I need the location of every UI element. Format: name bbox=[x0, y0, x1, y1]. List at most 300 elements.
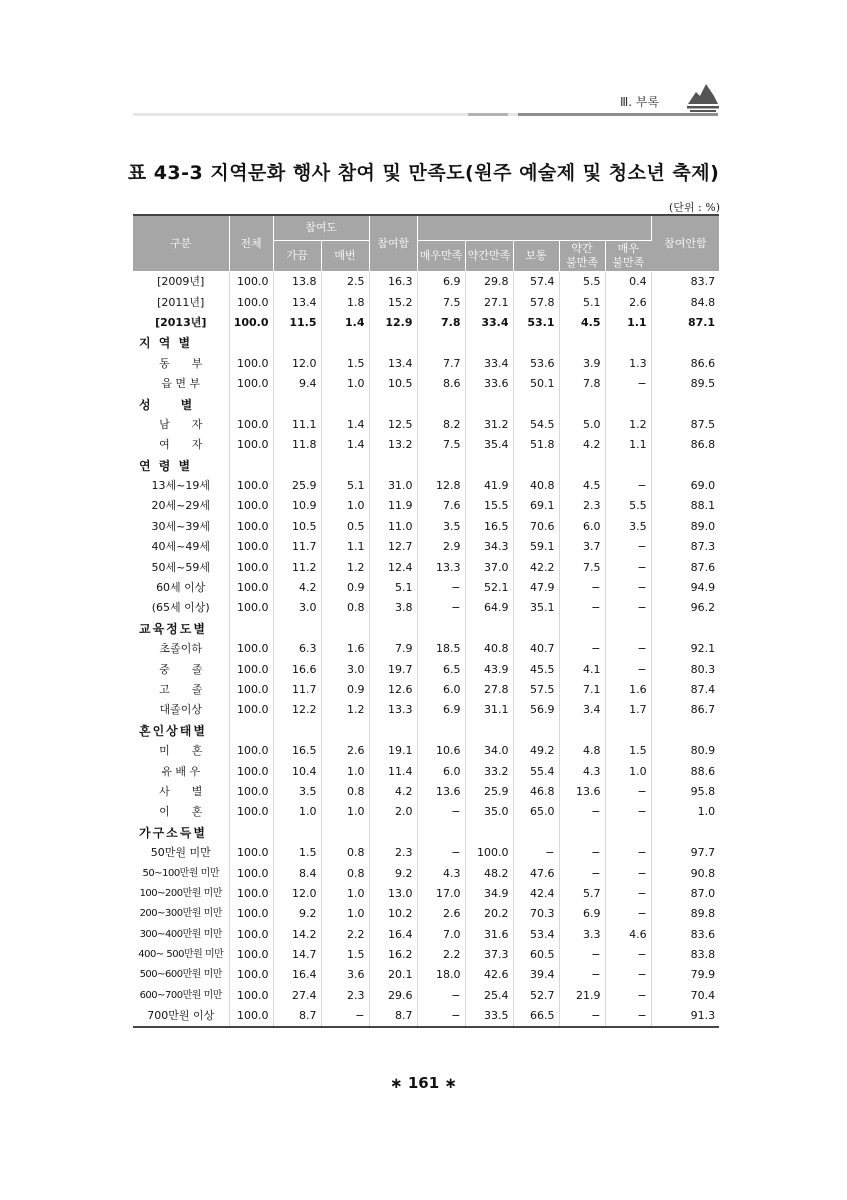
table-cell: 27.4 bbox=[273, 986, 321, 1006]
table-cell: 4.5 bbox=[559, 313, 605, 333]
table-cell: − bbox=[605, 537, 651, 557]
table-cell: 0.5 bbox=[321, 517, 369, 537]
table-cell: 65.0 bbox=[513, 802, 559, 822]
table-cell: 100.0 bbox=[229, 598, 273, 618]
table-cell: 5.1 bbox=[321, 476, 369, 496]
table-cell: 6.3 bbox=[273, 639, 321, 659]
table-cell bbox=[513, 721, 559, 741]
table-cell: 11.0 bbox=[369, 517, 417, 537]
table-cell: 47.6 bbox=[513, 863, 559, 883]
table-cell: 7.6 bbox=[417, 496, 465, 516]
row-label: 30세~39세 bbox=[151, 519, 210, 533]
table-cell bbox=[559, 394, 605, 414]
table-row bbox=[133, 741, 719, 761]
table-cell: 7.5 bbox=[417, 292, 465, 312]
table-cell: 94.9 bbox=[651, 578, 719, 598]
table-cell: 1.0 bbox=[273, 802, 321, 822]
table-cell: − bbox=[605, 578, 651, 598]
row-label: [2013년] bbox=[155, 315, 207, 329]
table-title: 표 43-3 지역문화 행사 참여 및 만족도(원주 예술제 및 청소년 축제) bbox=[127, 162, 720, 184]
table-cell bbox=[605, 394, 651, 414]
table-cell: − bbox=[605, 843, 651, 863]
table-cell: 100.0 bbox=[229, 659, 273, 679]
row-label: 60세 이상 bbox=[156, 581, 206, 595]
table-cell bbox=[465, 456, 513, 476]
table-cell: 87.3 bbox=[651, 537, 719, 557]
table-cell: 100.0 bbox=[229, 517, 273, 537]
table-cell: 47.9 bbox=[513, 578, 559, 598]
table-cell bbox=[465, 721, 513, 741]
table-cell: 100.0 bbox=[229, 496, 273, 516]
table-cell: 0.4 bbox=[605, 272, 651, 293]
table-cell: 11.7 bbox=[273, 537, 321, 557]
table-cell: − bbox=[559, 578, 605, 598]
table-cell: 89.5 bbox=[651, 374, 719, 394]
row-label: 동 부 bbox=[159, 356, 203, 370]
table-cell bbox=[605, 619, 651, 639]
table-cell bbox=[513, 823, 559, 843]
table-cell bbox=[229, 721, 273, 741]
table-cell: 15.2 bbox=[369, 292, 417, 312]
table-cell bbox=[417, 619, 465, 639]
table-cell: 20.1 bbox=[369, 965, 417, 985]
table-cell bbox=[513, 333, 559, 353]
table-cell: 8.7 bbox=[273, 1006, 321, 1027]
table-cell bbox=[417, 394, 465, 414]
table-row bbox=[133, 598, 719, 618]
table-cell: − bbox=[605, 904, 651, 924]
table-cell bbox=[369, 456, 417, 476]
header-somewhat-dissatisfied: 약간 불만족 bbox=[559, 241, 605, 272]
table-cell: 7.9 bbox=[369, 639, 417, 659]
table-cell: 100.0 bbox=[229, 272, 273, 293]
table-cell: 8.4 bbox=[273, 863, 321, 883]
table-cell: 2.6 bbox=[417, 904, 465, 924]
table-cell: 1.7 bbox=[605, 700, 651, 720]
table-cell: 19.7 bbox=[369, 659, 417, 679]
table-cell: 100.0 bbox=[229, 680, 273, 700]
table-cell bbox=[273, 823, 321, 843]
table-cell bbox=[229, 394, 273, 414]
table-cell: − bbox=[605, 782, 651, 802]
table-cell: 13.2 bbox=[369, 435, 417, 455]
table-cell: 16.4 bbox=[273, 965, 321, 985]
table-cell: 31.1 bbox=[465, 700, 513, 720]
row-label: 대졸이상 bbox=[159, 703, 202, 717]
table-cell: 10.5 bbox=[273, 517, 321, 537]
table-cell: 15.5 bbox=[465, 496, 513, 516]
table-cell: 79.9 bbox=[651, 965, 719, 985]
table-cell: 60.5 bbox=[513, 945, 559, 965]
table-cell: 89.0 bbox=[651, 517, 719, 537]
table-cell: 91.3 bbox=[651, 1006, 719, 1027]
table-cell: 100.0 bbox=[229, 313, 273, 333]
table-cell: 69.1 bbox=[513, 496, 559, 516]
table-cell: 33.6 bbox=[465, 374, 513, 394]
row-label: 50세~59세 bbox=[151, 560, 210, 574]
table-cell: 2.0 bbox=[369, 802, 417, 822]
table-cell: 7.5 bbox=[559, 557, 605, 577]
table-cell: 53.6 bbox=[513, 354, 559, 374]
table-cell: 100.0 bbox=[229, 435, 273, 455]
table-cell: 4.8 bbox=[559, 741, 605, 761]
table-cell: − bbox=[605, 986, 651, 1006]
table-row bbox=[133, 313, 719, 333]
table-cell: 83.7 bbox=[651, 272, 719, 293]
row-label: 초졸이하 bbox=[159, 642, 202, 656]
table-cell: − bbox=[417, 986, 465, 1006]
table-cell: 13.8 bbox=[273, 272, 321, 293]
table-cell: 1.0 bbox=[321, 761, 369, 781]
table-cell bbox=[417, 456, 465, 476]
unit-label: (단위 : %) bbox=[669, 201, 720, 214]
table-cell bbox=[417, 721, 465, 741]
header-total: 전체 bbox=[229, 215, 273, 272]
group-header-row bbox=[133, 456, 719, 476]
table-row bbox=[133, 476, 719, 496]
table-cell: 7.8 bbox=[417, 313, 465, 333]
table-cell: 100.0 bbox=[229, 415, 273, 435]
table-cell bbox=[651, 823, 719, 843]
table-cell: 100.0 bbox=[229, 354, 273, 374]
table-cell: 39.4 bbox=[513, 965, 559, 985]
table-cell: 41.9 bbox=[465, 476, 513, 496]
table-row bbox=[133, 965, 719, 985]
table-cell: − bbox=[605, 476, 651, 496]
table-cell: 1.2 bbox=[321, 557, 369, 577]
table-cell: 1.4 bbox=[321, 415, 369, 435]
table-cell: 5.7 bbox=[559, 884, 605, 904]
table-cell: 56.9 bbox=[513, 700, 559, 720]
table-cell: − bbox=[559, 965, 605, 985]
table-cell: 0.8 bbox=[321, 598, 369, 618]
table-cell: 20.2 bbox=[465, 904, 513, 924]
table-row bbox=[133, 517, 719, 537]
row-label: 40세~49세 bbox=[151, 540, 210, 554]
table-cell: 5.1 bbox=[559, 292, 605, 312]
table-cell: 1.0 bbox=[321, 904, 369, 924]
table-cell: 43.9 bbox=[465, 659, 513, 679]
table-cell: − bbox=[605, 884, 651, 904]
table-cell: 2.6 bbox=[321, 741, 369, 761]
table-cell: 37.0 bbox=[465, 557, 513, 577]
table-row bbox=[133, 415, 719, 435]
row-label: 50만원 미만 bbox=[150, 846, 211, 860]
table-cell: 100.0 bbox=[229, 761, 273, 781]
header-category: 구분 bbox=[133, 215, 229, 272]
table-cell bbox=[229, 333, 273, 353]
table-cell: 9.2 bbox=[369, 863, 417, 883]
table-cell: 11.7 bbox=[273, 680, 321, 700]
row-label: 미 혼 bbox=[159, 744, 203, 758]
table-cell: 6.5 bbox=[417, 659, 465, 679]
table-body bbox=[133, 272, 719, 1028]
table-cell bbox=[369, 394, 417, 414]
table-cell: 25.9 bbox=[273, 476, 321, 496]
row-label: (65세 이상) bbox=[151, 601, 210, 615]
header-somewhat-satisfied: 약간만족 bbox=[465, 241, 513, 272]
table-cell: 19.1 bbox=[369, 741, 417, 761]
table-cell: 12.6 bbox=[369, 680, 417, 700]
table-cell: 34.9 bbox=[465, 884, 513, 904]
table-cell bbox=[369, 619, 417, 639]
table-cell: 31.0 bbox=[369, 476, 417, 496]
table-cell: 80.3 bbox=[651, 659, 719, 679]
table-cell: 25.4 bbox=[465, 986, 513, 1006]
table-cell: − bbox=[605, 598, 651, 618]
table-cell: 80.9 bbox=[651, 741, 719, 761]
table-cell: 6.9 bbox=[559, 904, 605, 924]
table-cell: 12.2 bbox=[273, 700, 321, 720]
table-cell: − bbox=[605, 863, 651, 883]
table-cell: 1.6 bbox=[605, 680, 651, 700]
table-cell: 83.6 bbox=[651, 925, 719, 945]
table-cell: 100.0 bbox=[229, 965, 273, 985]
table-cell: 3.4 bbox=[559, 700, 605, 720]
table-cell: 2.6 bbox=[605, 292, 651, 312]
table-cell: 5.5 bbox=[605, 496, 651, 516]
table-cell: 51.8 bbox=[513, 435, 559, 455]
table-cell: 3.5 bbox=[273, 782, 321, 802]
table-cell: 1.0 bbox=[321, 884, 369, 904]
table-cell bbox=[321, 619, 369, 639]
table-row bbox=[133, 496, 719, 516]
header-satisfaction-group bbox=[417, 215, 651, 241]
table-cell: 1.1 bbox=[605, 313, 651, 333]
row-label: 유 배 우 bbox=[161, 764, 201, 778]
table-cell: 16.2 bbox=[369, 945, 417, 965]
table-cell: 34.0 bbox=[465, 741, 513, 761]
table-cell bbox=[559, 619, 605, 639]
table-row bbox=[133, 986, 719, 1006]
table-row bbox=[133, 863, 719, 883]
table-row bbox=[133, 435, 719, 455]
table-cell: 12.0 bbox=[273, 884, 321, 904]
table-cell bbox=[229, 456, 273, 476]
table-cell: − bbox=[559, 843, 605, 863]
group-label: 혼인상태별 bbox=[139, 723, 207, 738]
table-cell: 1.4 bbox=[321, 313, 369, 333]
table-cell: 10.2 bbox=[369, 904, 417, 924]
table-cell bbox=[559, 456, 605, 476]
table-cell: 1.8 bbox=[321, 292, 369, 312]
table-cell: − bbox=[559, 1006, 605, 1027]
table-cell: − bbox=[605, 802, 651, 822]
table-cell bbox=[273, 456, 321, 476]
table-cell: 100.0 bbox=[229, 639, 273, 659]
table-cell: 70.3 bbox=[513, 904, 559, 924]
table-row bbox=[133, 904, 719, 924]
table-cell: − bbox=[417, 843, 465, 863]
table-cell: 25.9 bbox=[465, 782, 513, 802]
table-cell: 2.2 bbox=[321, 925, 369, 945]
row-label: 20세~29세 bbox=[151, 499, 210, 513]
group-header-row bbox=[133, 394, 719, 414]
table-cell: 87.4 bbox=[651, 680, 719, 700]
table-cell: 1.0 bbox=[605, 761, 651, 781]
table-cell: 86.7 bbox=[651, 700, 719, 720]
table-cell: 13.4 bbox=[369, 354, 417, 374]
table-cell: 33.5 bbox=[465, 1006, 513, 1027]
group-header-row bbox=[133, 619, 719, 639]
table-cell: 35.0 bbox=[465, 802, 513, 822]
table-cell: 3.8 bbox=[369, 598, 417, 618]
table-cell: 87.0 bbox=[651, 884, 719, 904]
row-label: [2011년] bbox=[157, 295, 205, 309]
table-cell: 4.2 bbox=[369, 782, 417, 802]
table-row bbox=[133, 843, 719, 863]
table-cell: − bbox=[559, 945, 605, 965]
table-cell: − bbox=[417, 1006, 465, 1027]
table-row bbox=[133, 578, 719, 598]
table-cell: 4.3 bbox=[417, 863, 465, 883]
table-cell: 7.8 bbox=[559, 374, 605, 394]
table-cell: 34.3 bbox=[465, 537, 513, 557]
mountain-logo-icon bbox=[686, 78, 720, 118]
table-header bbox=[133, 215, 719, 272]
table-cell: 5.1 bbox=[369, 578, 417, 598]
header-rule bbox=[133, 113, 718, 116]
row-label: 남 자 bbox=[159, 417, 203, 431]
table-row bbox=[133, 945, 719, 965]
table-cell bbox=[417, 333, 465, 353]
table-cell: 52.1 bbox=[465, 578, 513, 598]
table-cell: 5.5 bbox=[559, 272, 605, 293]
table-cell: 12.0 bbox=[273, 354, 321, 374]
table-cell: 16.5 bbox=[273, 741, 321, 761]
table-cell: 100.0 bbox=[229, 945, 273, 965]
table-cell bbox=[465, 619, 513, 639]
table-cell: 87.6 bbox=[651, 557, 719, 577]
table-cell: 3.5 bbox=[605, 517, 651, 537]
row-label: 100~200만원 미만 bbox=[139, 887, 222, 899]
table-cell: 2.3 bbox=[321, 986, 369, 1006]
table-cell: 88.6 bbox=[651, 761, 719, 781]
data-table bbox=[133, 214, 719, 1028]
table-cell bbox=[417, 823, 465, 843]
table-cell: 53.4 bbox=[513, 925, 559, 945]
table-cell: 3.7 bbox=[559, 537, 605, 557]
table-cell bbox=[369, 721, 417, 741]
table-cell: 3.3 bbox=[559, 925, 605, 945]
group-header-row bbox=[133, 823, 719, 843]
table-cell: 100.0 bbox=[229, 986, 273, 1006]
row-label: 중 졸 bbox=[159, 662, 203, 676]
table-cell: 33.4 bbox=[465, 313, 513, 333]
table-cell: − bbox=[417, 598, 465, 618]
table-cell: − bbox=[605, 965, 651, 985]
table-cell: 53.1 bbox=[513, 313, 559, 333]
table-cell: 55.4 bbox=[513, 761, 559, 781]
table-cell: 0.8 bbox=[321, 843, 369, 863]
table-cell: 83.8 bbox=[651, 945, 719, 965]
table-cell: 9.4 bbox=[273, 374, 321, 394]
table-row bbox=[133, 272, 719, 293]
table-cell: 4.3 bbox=[559, 761, 605, 781]
table-cell: 18.5 bbox=[417, 639, 465, 659]
table-cell: 96.2 bbox=[651, 598, 719, 618]
table-cell: 4.2 bbox=[273, 578, 321, 598]
table-cell: 8.2 bbox=[417, 415, 465, 435]
table-cell: 7.1 bbox=[559, 680, 605, 700]
table-cell: 3.9 bbox=[559, 354, 605, 374]
table-cell: 89.8 bbox=[651, 904, 719, 924]
row-label: 13세~19세 bbox=[151, 479, 210, 493]
table-cell: − bbox=[605, 659, 651, 679]
table-row bbox=[133, 1006, 719, 1027]
table-row bbox=[133, 680, 719, 700]
group-header-row bbox=[133, 333, 719, 353]
table-cell bbox=[605, 333, 651, 353]
table-cell bbox=[369, 333, 417, 353]
table-cell: 13.6 bbox=[417, 782, 465, 802]
table-cell: 1.1 bbox=[321, 537, 369, 557]
table-cell: 12.9 bbox=[369, 313, 417, 333]
table-cell: 70.6 bbox=[513, 517, 559, 537]
table-cell: 95.8 bbox=[651, 782, 719, 802]
table-cell: 4.6 bbox=[605, 925, 651, 945]
table-cell: 100.0 bbox=[465, 843, 513, 863]
group-label: 교육정도별 bbox=[139, 621, 207, 636]
table-cell: 37.3 bbox=[465, 945, 513, 965]
table-cell bbox=[321, 333, 369, 353]
table-cell: 16.3 bbox=[369, 272, 417, 293]
table-cell: 11.2 bbox=[273, 557, 321, 577]
table-cell: 31.2 bbox=[465, 415, 513, 435]
table-cell: 12.4 bbox=[369, 557, 417, 577]
section-label: Ⅲ. 부록 bbox=[620, 95, 660, 109]
group-label: 지 역 별 bbox=[139, 336, 193, 351]
table-cell: 88.1 bbox=[651, 496, 719, 516]
table-cell: 16.5 bbox=[465, 517, 513, 537]
table-cell: 3.6 bbox=[321, 965, 369, 985]
group-header-row bbox=[133, 721, 719, 741]
table-cell: 0.8 bbox=[321, 863, 369, 883]
table-cell: 1.0 bbox=[321, 374, 369, 394]
table-cell: 6.9 bbox=[417, 272, 465, 293]
row-label: 고 졸 bbox=[159, 683, 203, 696]
table-cell bbox=[651, 394, 719, 414]
table-cell bbox=[605, 456, 651, 476]
table-cell: 57.8 bbox=[513, 292, 559, 312]
table-cell: 29.8 bbox=[465, 272, 513, 293]
table-cell bbox=[273, 394, 321, 414]
table-row bbox=[133, 537, 719, 557]
row-label: [2009년] bbox=[157, 275, 205, 289]
table-cell: 2.2 bbox=[417, 945, 465, 965]
table-cell: 13.3 bbox=[369, 700, 417, 720]
table-cell: 3.5 bbox=[417, 517, 465, 537]
table-cell: 27.1 bbox=[465, 292, 513, 312]
table-cell: 13.6 bbox=[559, 782, 605, 802]
table-row bbox=[133, 802, 719, 822]
table-cell: 66.5 bbox=[513, 1006, 559, 1027]
table-cell: 10.4 bbox=[273, 761, 321, 781]
table-cell: 100.0 bbox=[229, 802, 273, 822]
header-very-satisfied: 매우만족 bbox=[417, 241, 465, 272]
table-cell: − bbox=[605, 1006, 651, 1027]
table-cell: − bbox=[605, 374, 651, 394]
table-cell bbox=[559, 823, 605, 843]
table-row bbox=[133, 639, 719, 659]
table-cell: 1.0 bbox=[321, 802, 369, 822]
table-cell: 0.8 bbox=[321, 782, 369, 802]
row-label: 500~600만원 미만 bbox=[139, 969, 222, 981]
table-cell: 1.3 bbox=[605, 354, 651, 374]
table-cell: 52.7 bbox=[513, 986, 559, 1006]
row-label: 700만원 이상 bbox=[147, 1009, 215, 1023]
table-cell: 0.9 bbox=[321, 680, 369, 700]
